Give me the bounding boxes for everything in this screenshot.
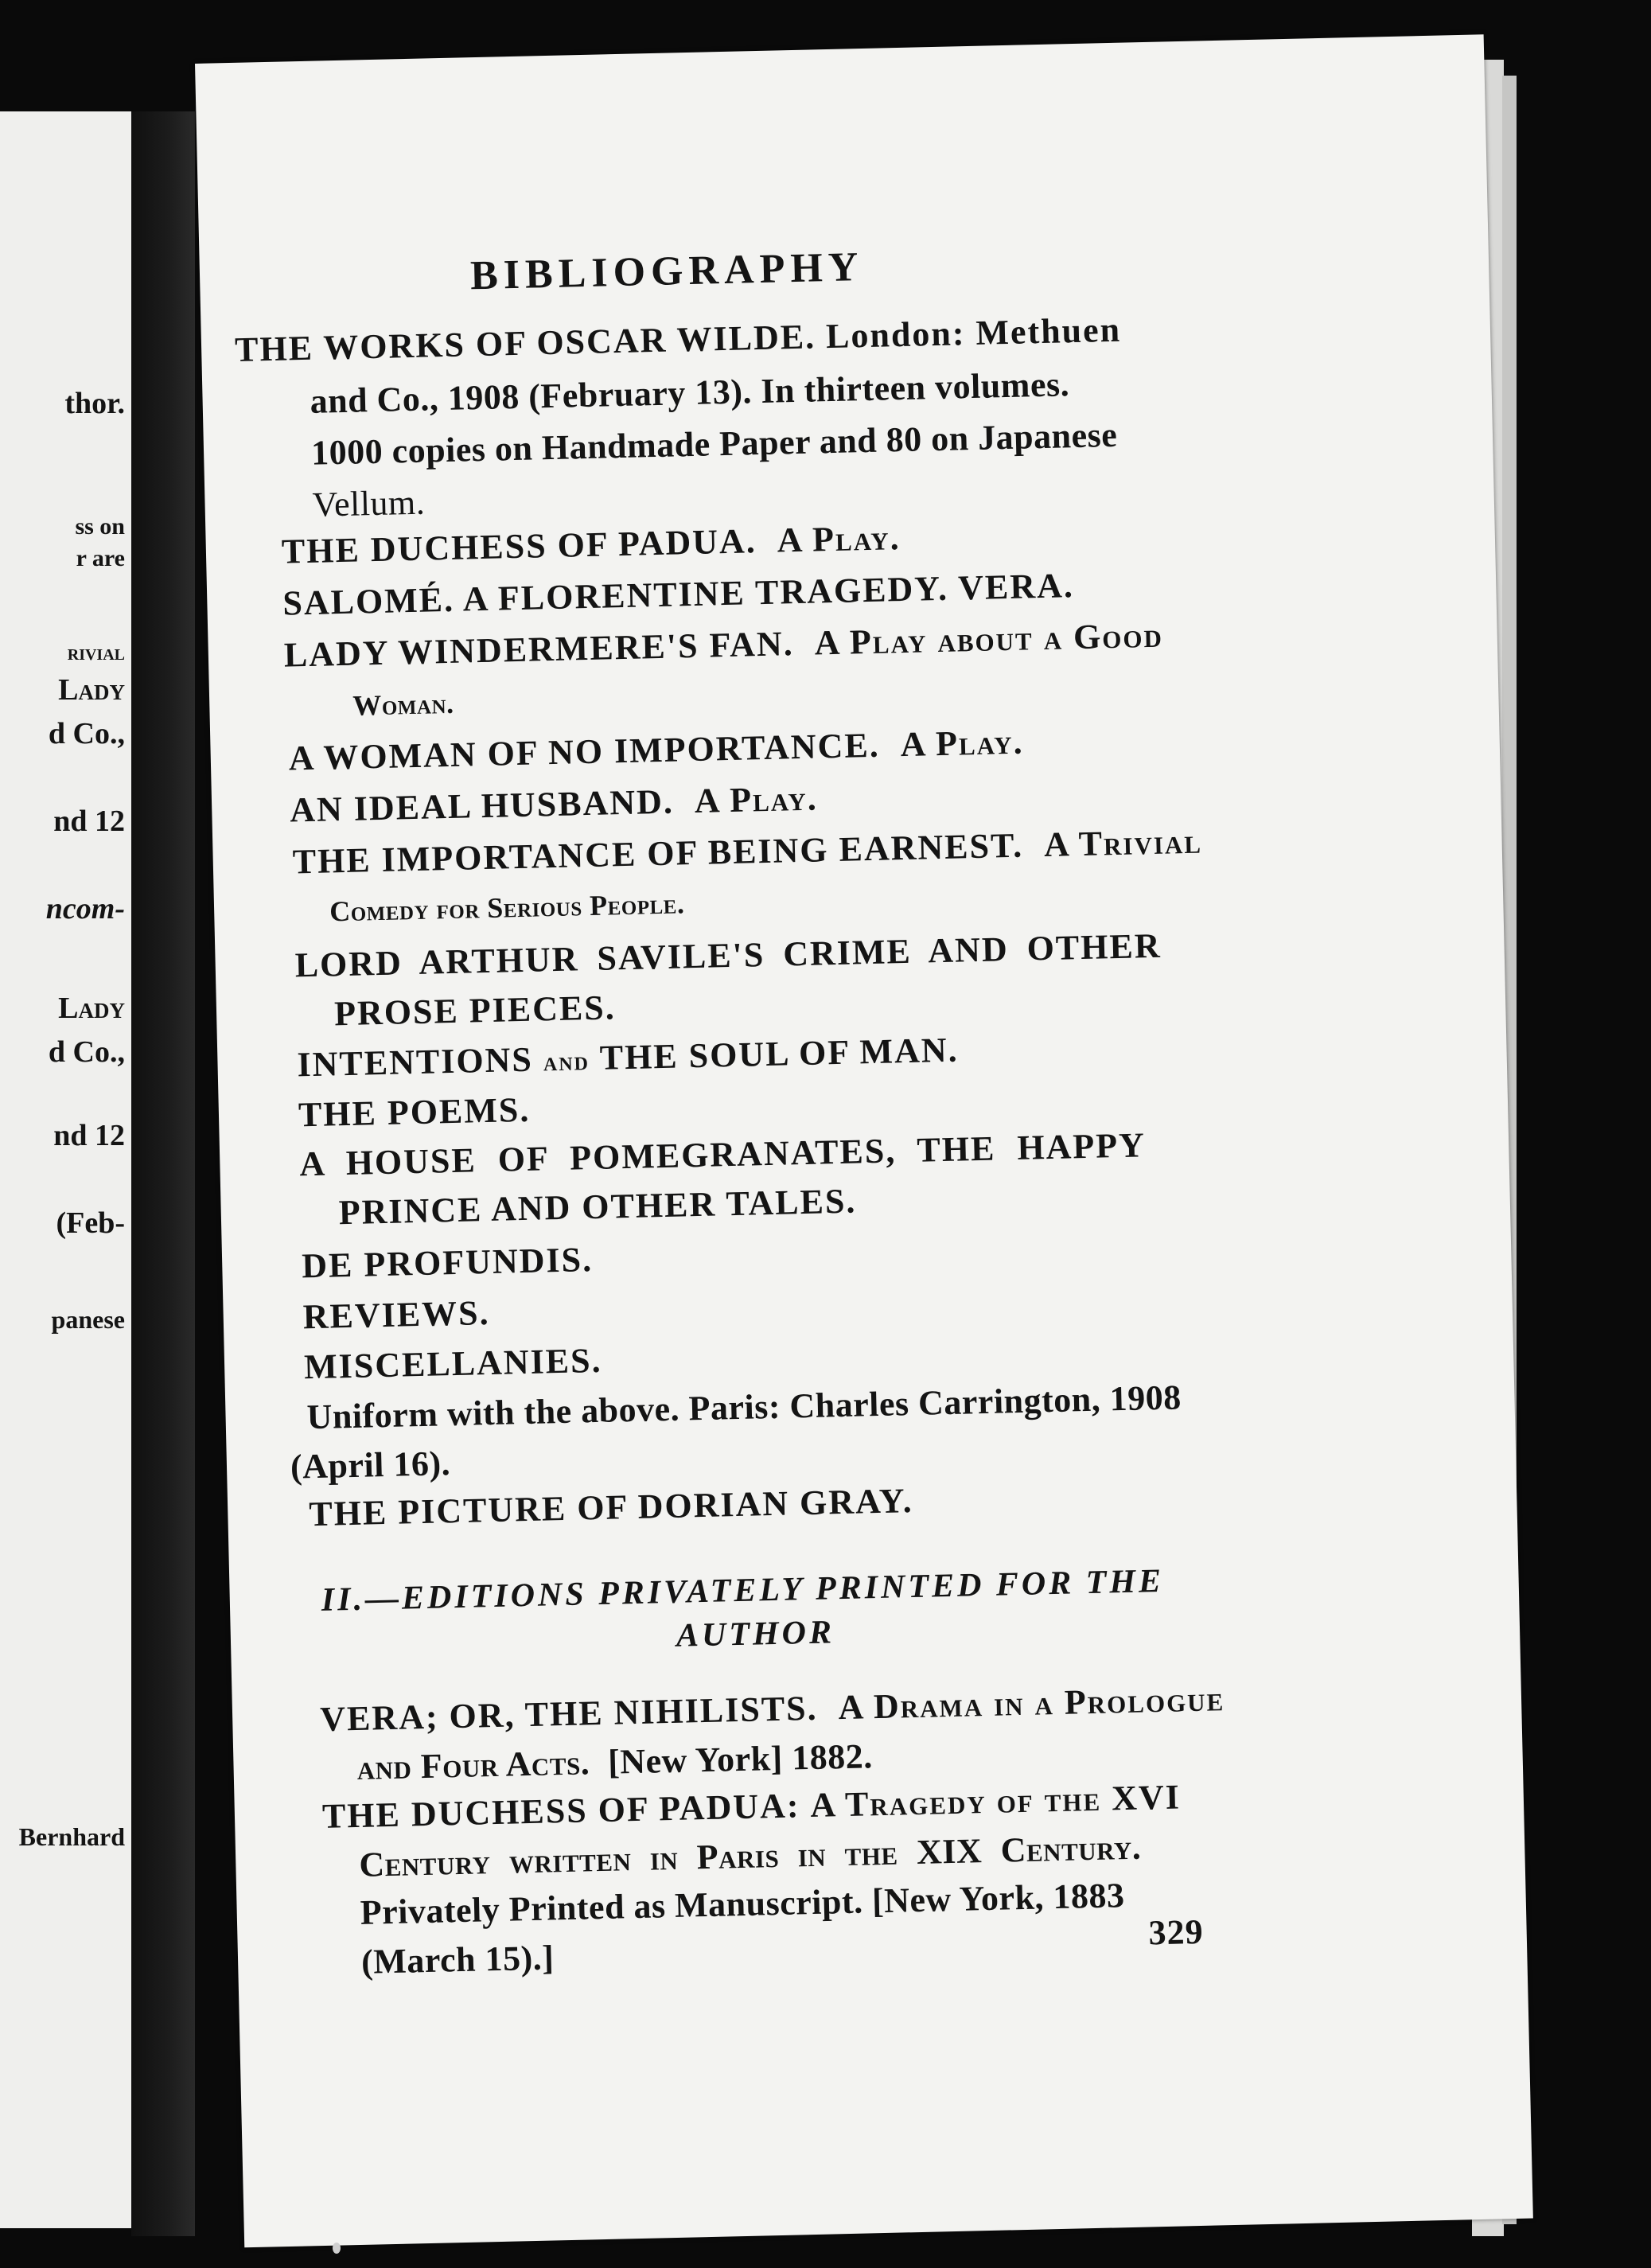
section-heading: II.—EDITIONS PRIVATELY PRINTED FOR THE — [321, 1562, 1165, 1619]
entry-line: (March 15).] — [360, 1938, 555, 1982]
entry-subtitle: Century. — [1000, 1827, 1142, 1870]
dust-speck — [333, 2243, 341, 2254]
entry-line: A HOUSE OF POMEGRANATES, THE HAPPY — [298, 1125, 1147, 1184]
entry-line — [359, 1827, 1142, 1885]
entry-line — [297, 1030, 959, 1085]
entry-title: AN IDEAL HUSBAND. — [289, 781, 675, 830]
entry-subtitle: A Tragedy of the — [809, 1779, 1102, 1826]
entry-title: INTENTIONS — [297, 1039, 534, 1085]
entry-line — [290, 777, 818, 830]
left-fragment: nd 12 — [53, 805, 125, 838]
entry-title: VERA; OR, THE NIHILISTS. — [319, 1688, 819, 1739]
entry-line: Uniform with the above. Paris: Charles Carrington, 1908 — [306, 1378, 1182, 1437]
entry-line — [288, 722, 1024, 779]
left-fragment: thor. — [64, 387, 125, 420]
entry-line: THE POEMS. — [298, 1089, 531, 1135]
bibliography-page — [195, 34, 1533, 2247]
entry-line: PROSE PIECES. — [333, 988, 617, 1034]
entry-line — [356, 1736, 873, 1788]
left-fragment: (Feb- — [56, 1206, 125, 1240]
entry-subtitle: A Drama in a Prologue — [837, 1679, 1225, 1728]
entry-subtitle: A Play about a Good — [814, 615, 1164, 663]
left-fragment: Lady — [58, 673, 125, 707]
entry-line: and Co., 1908 (February 13). In thirteen volumes. — [310, 364, 1070, 421]
entry-line — [292, 821, 1202, 883]
entry-subtitle: A Trivial — [1043, 821, 1203, 865]
entry-date: [New York] 1882. — [607, 1736, 874, 1782]
entry-line: Vellum. — [312, 482, 426, 524]
entry-line: Privately Printed as Manuscript. [New York, 1883 — [360, 1876, 1125, 1932]
entry-line: 1000 copies on Handmade Paper and 80 on Japanese — [310, 415, 1118, 473]
entry-subtitle: A Play. — [694, 778, 819, 820]
entry-title: THE DUCHESS OF PADUA. — [281, 521, 757, 571]
page-text — [195, 34, 1533, 2247]
entry-line: (April 16). — [290, 1444, 451, 1487]
entry-title: THE DUCHESS OF PADUA: — [321, 1786, 801, 1836]
left-fragment: d Co., — [48, 717, 125, 750]
entry-title: THE SOUL OF MAN. — [599, 1030, 960, 1077]
left-fragment: Bernhard — [18, 1822, 125, 1851]
book-gutter — [131, 111, 195, 2236]
entry-numeral: XIX — [916, 1831, 983, 1872]
entry-line: REVIEWS. — [302, 1293, 491, 1337]
left-fragment: nd 12 — [53, 1119, 125, 1152]
entry-line: Comedy for Serious People. — [329, 887, 685, 928]
entry-subtitle: A Play. — [777, 518, 901, 560]
entry-line: THE PICTURE OF DORIAN GRAY. — [308, 1480, 914, 1534]
entry-subtitle: and Four Acts. — [356, 1743, 590, 1787]
left-fragment: r are — [76, 545, 125, 571]
left-fragment: panese — [51, 1305, 125, 1334]
entry-line: MISCELLANIES. — [303, 1340, 603, 1387]
entry-line: SALOMÉ. A FLORENTINE TRAGEDY. VERA. — [282, 566, 1075, 623]
left-facing-page — [0, 111, 131, 2228]
entry-numeral: XVI — [1111, 1777, 1182, 1818]
entry-subtitle: A Play. — [900, 722, 1025, 765]
page-title: BIBLIOGRAPHY — [469, 244, 864, 299]
left-fragment: ss on — [75, 513, 125, 540]
entry-title: A WOMAN OF NO IMPORTANCE. — [288, 725, 881, 778]
entry-conjunction: and — [543, 1046, 590, 1077]
left-fragment: ncom- — [45, 892, 125, 926]
left-fragment: rivial — [67, 641, 125, 665]
entry-line: Woman. — [352, 687, 454, 722]
entry-line — [281, 517, 901, 572]
entry-line: PRINCE AND OTHER TALES. — [338, 1181, 857, 1233]
entry-title: THE IMPORTANCE OF BEING EARNEST. — [292, 825, 1024, 882]
entry-line: LORD ARTHUR SAVILE'S CRIME AND OTHER — [294, 926, 1162, 985]
entry-line: THE WORKS OF OSCAR WILDE. London: Methuen — [234, 310, 1122, 369]
page-number: 329 — [1148, 1911, 1205, 1953]
left-fragment: d Co., — [48, 1035, 125, 1069]
entry-line — [283, 615, 1163, 676]
entry-line — [320, 1678, 1225, 1740]
entry-subtitle: Century written in Paris in the — [358, 1833, 899, 1884]
section-heading: AUTHOR — [676, 1614, 835, 1654]
entry-line: DE PROFUNDIS. — [301, 1240, 594, 1286]
left-fragment: Lady — [58, 992, 125, 1025]
entry-title: LADY WINDERMERE'S FAN. — [283, 624, 795, 675]
